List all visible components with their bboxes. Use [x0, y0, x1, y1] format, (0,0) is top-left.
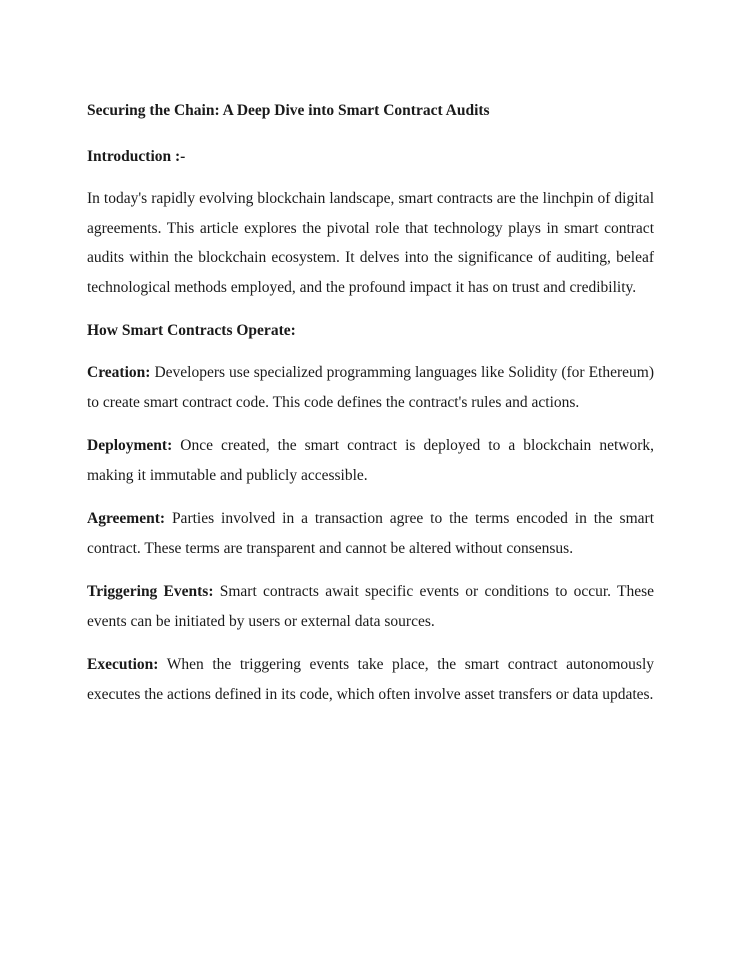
operation-item-text: Smart contracts await specific events or conditions to occur. These events can be initiated by users or external data sources.	[87, 583, 654, 630]
operation-item-term: Triggering Events:	[87, 583, 214, 600]
operation-item-execution	[87, 650, 654, 709]
operation-item-term: Execution:	[87, 656, 159, 673]
operation-item-text: When the triggering events take place, the smart contract autonomously executes the actions defined in its code, which often involve asset transfers or data updates.	[87, 656, 654, 703]
operation-item-text: Parties involved in a transaction agree to the terms encoded in the smart contract. These terms are transparent and cannot be altered without consensus.	[87, 510, 654, 557]
operation-item-text: Developers use specialized programming languages like Solidity (for Ethereum) to create smart contract code. This code defines the contract's rules and actions.	[87, 364, 654, 411]
operation-item-creation	[87, 358, 654, 417]
operation-item-agreement	[87, 504, 654, 563]
operation-item-term: Agreement:	[87, 510, 166, 527]
operation-item-text: Once created, the smart contract is deployed to a blockchain network, making it immutable and publicly accessible.	[87, 437, 655, 484]
operation-heading: How Smart Contracts Operate:	[87, 322, 296, 339]
introduction-paragraph: In today's rapidly evolving blockchain landscape, smart contracts are the linchpin of digital agreements. This article explores the pivotal role that technology plays in smart contract audits within the blockchain ecosystem. It delves into the significance of auditing, beleaf technological methods employed, and the profound impact it has on trust and credibility.	[87, 190, 654, 296]
operation-item-term: Creation:	[87, 364, 151, 381]
operation-item-term: Deployment:	[87, 437, 173, 454]
introduction-heading: Introduction :-	[87, 148, 186, 165]
operation-item-deployment	[87, 431, 654, 490]
document-title: Securing the Chain: A Deep Dive into Smart Contract Audits	[87, 102, 490, 119]
operation-item-triggering-events	[87, 577, 654, 636]
